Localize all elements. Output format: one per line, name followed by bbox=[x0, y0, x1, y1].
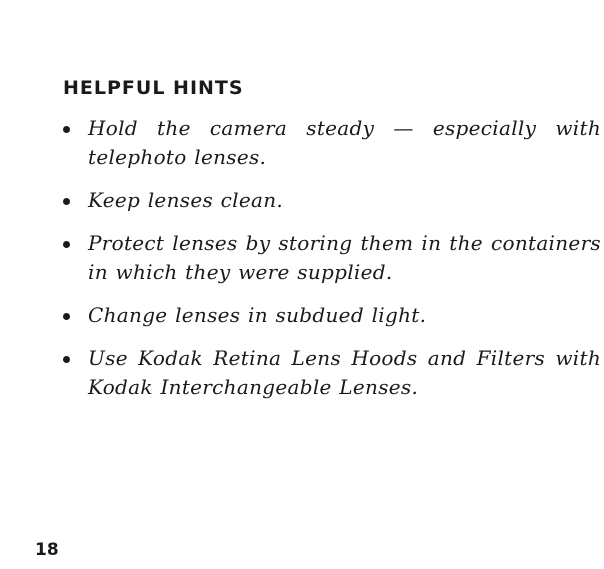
bullet-icon bbox=[63, 241, 70, 248]
hint-item bbox=[61, 301, 601, 330]
section-heading: HELPFUL HINTS bbox=[63, 77, 244, 99]
hint-text: Keep lenses clean. bbox=[88, 188, 284, 212]
hint-item bbox=[61, 114, 601, 172]
bullet-icon bbox=[63, 356, 70, 363]
bullet-icon bbox=[63, 126, 70, 133]
hints-list bbox=[61, 114, 601, 416]
hint-item bbox=[61, 229, 601, 287]
bullet-icon bbox=[63, 313, 70, 320]
hint-text: Hold the camera steady — especially with telephoto lenses. bbox=[88, 116, 601, 169]
bullet-icon bbox=[63, 198, 70, 205]
page-number: 18 bbox=[35, 540, 59, 560]
hint-item bbox=[61, 186, 601, 215]
hint-text: Protect lenses by storing them in the containers in which they were supplied. bbox=[88, 231, 601, 284]
hint-text: Change lenses in subdued light. bbox=[88, 303, 427, 327]
hint-text: Use Kodak Retina Lens Hoods and Filters with Kodak Interchangeable Lenses. bbox=[88, 346, 601, 399]
hint-item bbox=[61, 344, 601, 402]
